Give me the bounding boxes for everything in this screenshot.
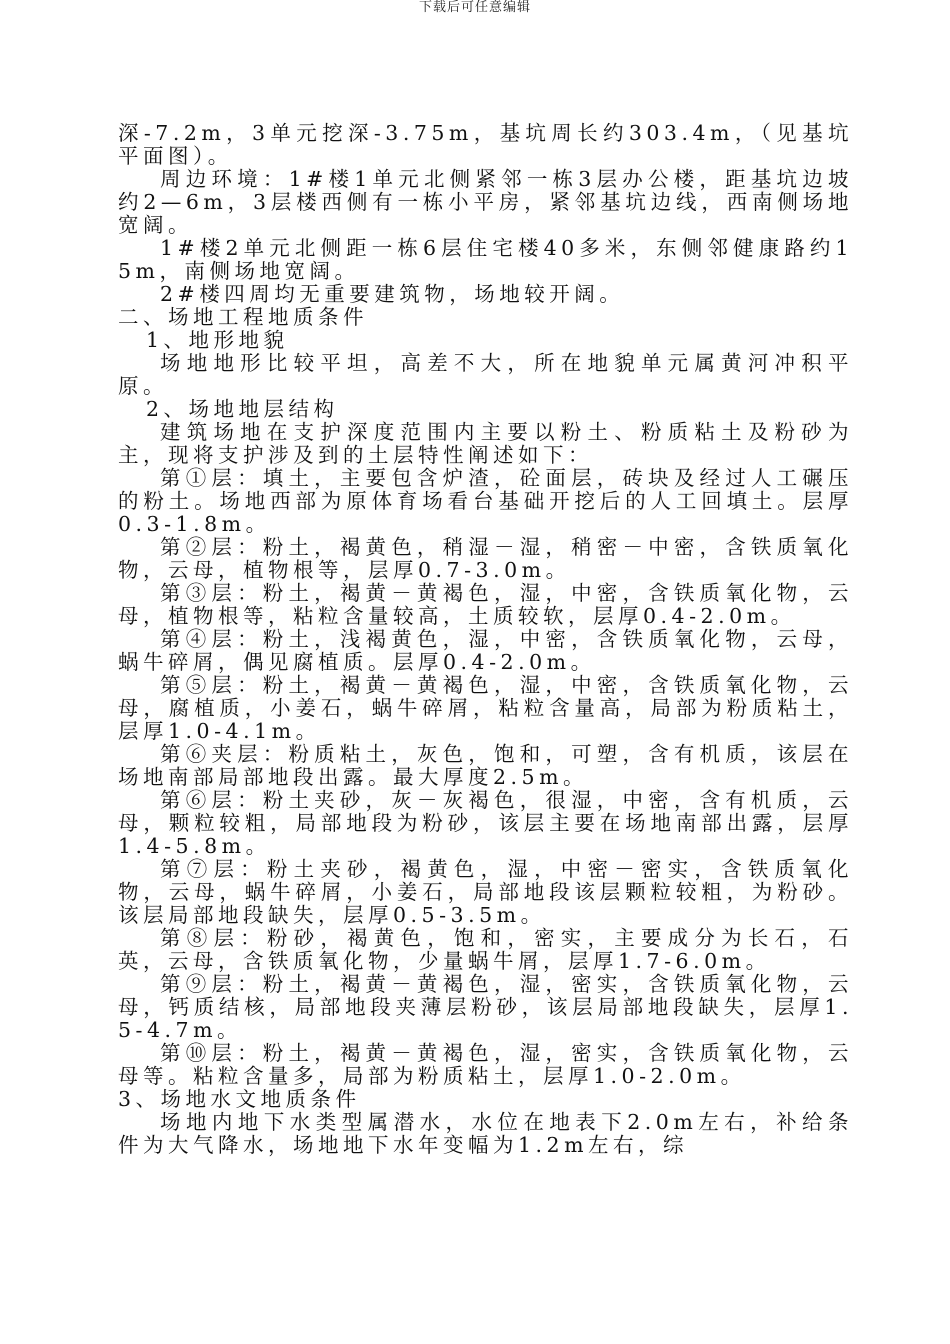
subheading-strata: 2、场地地层结构	[146, 397, 339, 421]
paragraph-surroundings-building1-unit1: 周边环境：1#楼1单元北侧紧邻一栋3层办公楼，距基坑边坡约2—6m，3层楼西侧有一栋小平房，紧邻基坑边线，西南侧场地宽阔。	[118, 167, 853, 237]
paragraph-layer-2: 第②层：粉土，褐黄色，稍湿－湿，稍密－中密，含铁质氧化物，云母，植物根等，层厚0.7-3.0m。	[118, 535, 853, 582]
subheading-topography: 1、地形地貌	[146, 328, 289, 352]
paragraph-layer-4: 第④层：粉土，浅褐黄色，湿，中密，含铁质氧化物，云母，蜗牛碎屑，偶见腐植质。层厚0.4-2.0m。	[118, 627, 853, 674]
paragraph-layer-5: 第⑤层：粉土，褐黄－黄褐色，湿，中密，含铁质氧化物，云母，腐植质，小姜石，蜗牛碎屑，粘粒含量高，局部为粉质粘土，层厚1.0-4.1m。	[118, 673, 853, 743]
paragraph-excavation-depth: 深-7.2m，3单元挖深-3.75m，基坑周长约303.4m，（见基坑平面图）。	[118, 121, 853, 168]
paragraph-layer-1: 第①层：填土，主要包含炉渣，砼面层，砖块及经过人工碾压的粉土。场地西部为原体育场看台基础开挖后的人工回填土。层厚0.3-1.8m。	[118, 466, 853, 536]
page-header-note: 下载后可任意编辑	[418, 0, 531, 15]
section-heading-geology: 二、场地工程地质条件	[118, 305, 368, 329]
paragraph-layer-8: 第⑧层：粉砂，褐黄色，饱和，密实，主要成分为长石，石英，云母，含铁质氧化物，少量蜗牛屑，层厚1.7-6.0m。	[118, 926, 853, 973]
paragraph-surroundings-building2: 2#楼四周均无重要建筑物，场地较开阔。	[160, 282, 625, 306]
paragraph-groundwater: 场地内地下水类型属潜水，水位在地表下2.0m左右，补给条件为大气降水，场地地下水年变幅为1.2m左右，综	[118, 1110, 853, 1157]
document-body	[118, 122, 853, 1157]
paragraph-strata-intro: 建筑场地在支护深度范围内主要以粉土、粉质粘土及粉砂为主，现将支护涉及到的土层特性阐述如下：	[118, 420, 853, 467]
paragraph-surroundings-building1-unit2: 1#楼2单元北侧距一栋6层住宅楼40多米，东侧邻健康路约15m，南侧场地宽阔。	[118, 236, 853, 283]
paragraph-layer-7: 第⑦层：粉土夹砂，褐黄色，湿，中密－密实，含铁质氧化物，云母，蜗牛碎屑，小姜石，局部地段该层颗粒较粗，为粉砂。该层局部地段缺失，层厚0.5-3.5m。	[118, 857, 853, 927]
paragraph-layer-3: 第③层：粉土，褐黄－黄褐色，湿，中密，含铁质氧化物，云母，植物根等，粘粒含量较高，土质较软，层厚0.4-2.0m。	[118, 581, 853, 628]
paragraph-layer-9: 第⑨层：粉土，褐黄－黄褐色，湿，密实，含铁质氧化物，云母，钙质结核，局部地段夹薄层粉砂，该层局部地段缺失，层厚1.5-4.7m。	[118, 972, 853, 1042]
section-heading-hydrogeology: 3、场地水文地质条件	[118, 1087, 361, 1111]
paragraph-layer-6: 第⑥层：粉土夹砂，灰－灰褐色，很湿，中密，含有机质，云母，颗粒较粗，局部地段为粉砂，该层主要在场地南部出露，层厚1.4-5.8m。	[118, 788, 853, 858]
paragraph-layer-6-interlayer: 第⑥夹层：粉质粘土，灰色，饱和，可塑，含有机质，该层在场地南部局部地段出露。最大厚度2.5m。	[118, 742, 853, 789]
paragraph-topography: 场地地形比较平坦，高差不大，所在地貌单元属黄河冲积平原。	[118, 351, 853, 398]
paragraph-layer-10: 第⑩层：粉土，褐黄－黄褐色，湿，密实，含铁质氧化物，云母等。粘粒含量多，局部为粉质粘土，层厚1.0-2.0m。	[118, 1041, 853, 1088]
